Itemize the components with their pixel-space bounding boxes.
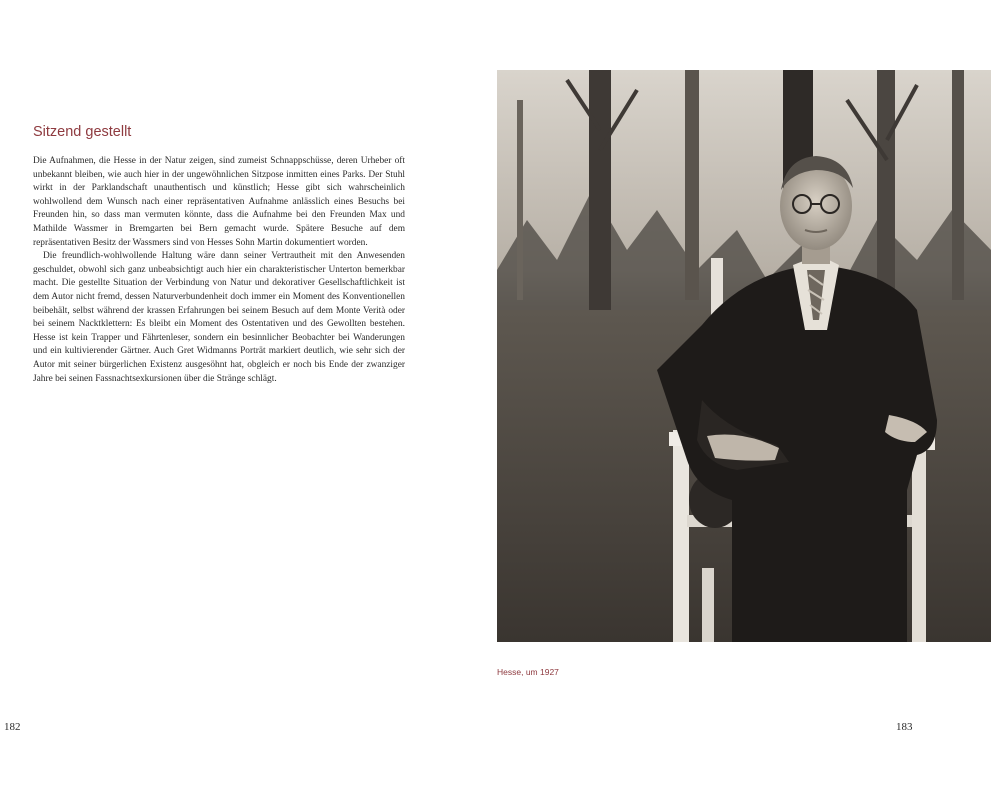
body-text [33,155,405,386]
sepia-portrait-photograph-icon [497,70,991,642]
page-number-left: 182 [4,721,21,733]
paragraph-1: Die Aufnahmen, die Hesse in der Natur zeigen, sind zumeist Schnappschüsse, deren Urheber oft unbekannt bleiben, wie auch hier in der ungewöhnlichen Sitzpose inmitten eines Parks. Der Stuhl wirkt in der Parklandschaft unauthentisch und künstlich; Hesse gibt sich wahrscheinlich wohlwollend dem Wunsch nach einer repräsentativen Aufnahme anlässlich eines Besuchs bei Freunden hin, so dass man vermuten könnte, dass die Aufnahme bei den Freunden Max und Mathilde Wassmer in Bremgarten bei Bern gemacht wurde. Spätere Besuche auf dem repräsentativen Besitz der Wassmers sind von Hesses Sohn Martin dokumentiert worden. [33,156,405,248]
page-number-right: 183 [896,721,913,733]
photo-caption: Hesse, um 1927 [497,667,559,677]
section-heading: Sitzend gestellt [33,124,132,140]
paragraph-2: Die freundlich-wohlwollende Haltung wäre dann seiner Vertrautheit mit den Anwesenden geschuldet, obwohl sich ganz unbeabsichtigt auch hier ein charakteristischer Unterton bemerkbar macht. Die gestellte Situation der Verbindung von Natur und dekorativer Gesellschaftlichkeit ist dem Autor nicht fremd, dessen Naturverbundenheit doch immer ein Moment des Konventionellen beibehält, selbst während der krassen Erfahrungen bei seinem Besuch auf dem Monte Verità oder bei seinem Nacktklettern: Es bleibt ein Moment des Ostentativen und des Gewollten bestehen. Hesse ist kein Trapper und Fährtenleser, sondern ein besinnlicher Beobachter bei Wanderungen und ein kultivierender Gärtner. Auch Gret Widmanns Porträt markiert deutlich, wie sehr sich der Autor mit seiner bürgerlichen Existenz ausgesöhnt hat, obgleich er noch bis Ende der zwanziger Jahre bei seinen Fassnachtsexkursionen über die Stränge schlägt. [33,251,405,384]
portrait-photo [497,70,991,642]
